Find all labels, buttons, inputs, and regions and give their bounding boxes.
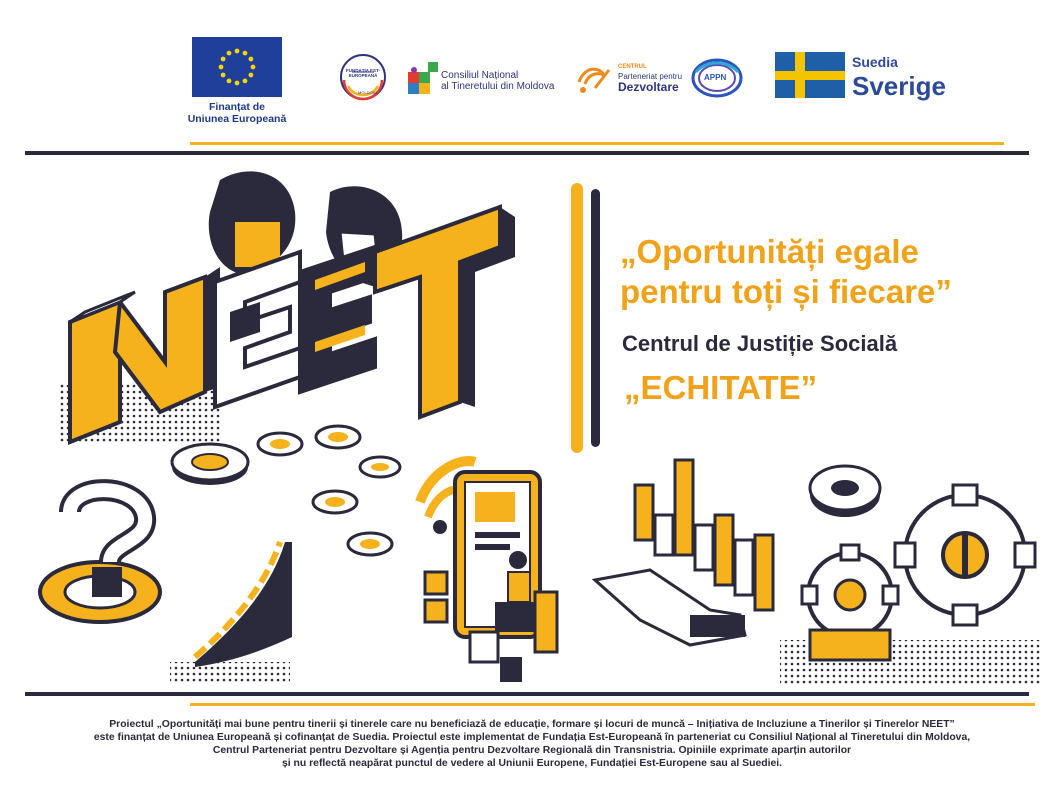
puzzle-icon	[406, 58, 442, 102]
ring-icon	[810, 466, 880, 517]
ppd-top: CENTRUL	[618, 64, 647, 70]
center-name: „ECHITATE”	[624, 369, 818, 406]
subhead: Centrul de Justiție Socială	[622, 331, 898, 356]
coin-icon	[316, 426, 360, 448]
coin-icon	[348, 533, 392, 555]
letter-e-block	[215, 252, 300, 407]
footer-gold-rule	[190, 703, 1035, 706]
disclaimer-line: este finanțat de Uniunea Europeană și cofinanțat de Suedia. Proiectul este implementat de Fundația Est-Europeană în parteneriat cu Consiliul Național al Tineretului din Moldova,	[93, 732, 971, 743]
coin-icon	[313, 491, 357, 513]
disclaimer-line: Centrul Parteneriat pentru Dezvoltare și Agenția pentru Dezvoltare Regională din Transnistria. Opiniile exprimate aparțin autorilor	[212, 745, 852, 756]
sweden-flag-logo	[775, 52, 845, 98]
coin-icon	[172, 444, 248, 485]
letter-e-block	[300, 247, 375, 392]
appn-logo	[690, 56, 744, 100]
headline-line: „Oportunități egale	[620, 233, 919, 270]
sweden-big-label: Sverige	[852, 71, 946, 101]
header-gold-rule	[190, 142, 1004, 145]
cntm-line: al Tineretului din Moldova	[441, 81, 555, 92]
cntm-logo	[406, 58, 442, 102]
eu-stars-icon	[192, 37, 282, 97]
disclaimer-line: și nu reflectă neapărat punctul de vedere al Uniunii Europene, Fundației Est-Europene sau al Suediei.	[281, 758, 783, 769]
ppd-logo-mark	[575, 62, 615, 96]
foundation-logo-text: FUNDAȚIA EST-EUROPEANĂ	[345, 68, 381, 78]
ppd-symbol-icon	[575, 62, 615, 96]
charts-gears-illustration	[580, 440, 1060, 690]
disclaimer-line: Proiectul „Oportunități mai bune pentru tinerii și tinerele care nu beneficiază de educație, formare și locuri de muncă – Inițiativa de Incluziune a Tinerilor și Tinerelor NEET”	[109, 719, 955, 730]
gear-icon	[802, 545, 898, 660]
appn-label: APPN	[704, 73, 727, 82]
cntm-line: Consiliul Național	[441, 70, 519, 81]
eu-caption	[172, 101, 302, 125]
footer-dark-rule	[25, 692, 1029, 696]
coin-icon	[258, 433, 302, 455]
cntm-logo-text	[441, 70, 554, 92]
ppd-line: Parteneriat pentru	[618, 72, 683, 81]
eu-caption-line: Uniunea Europeană	[187, 113, 287, 125]
headline-line: pentru toți și fiecare”	[620, 273, 952, 310]
header-dark-rule	[25, 151, 1029, 155]
ppd-line: Dezvoltare	[618, 80, 679, 94]
ppd-logo-text	[618, 72, 682, 94]
east-europe-foundation-logo	[338, 52, 388, 102]
sweden-label: Suedia	[852, 54, 898, 70]
eu-caption-line: Finanțat de	[208, 101, 265, 113]
accent-bar-dark	[591, 189, 600, 447]
neet-scene-icon	[30, 162, 570, 690]
bar-chart-gears-icon	[580, 440, 1060, 690]
accent-bar-gold	[571, 183, 583, 453]
headline	[620, 232, 1060, 312]
gear-icon	[895, 485, 1035, 625]
eu-flag-logo	[192, 37, 282, 97]
neet-illustration	[30, 162, 570, 690]
question-mark-icon	[40, 490, 160, 622]
disclaimer-text	[10, 718, 1054, 770]
growth-curve-icon	[195, 542, 292, 667]
foundation-logo-sub: MOLDOVA	[358, 90, 378, 95]
coin-icon	[360, 457, 400, 477]
